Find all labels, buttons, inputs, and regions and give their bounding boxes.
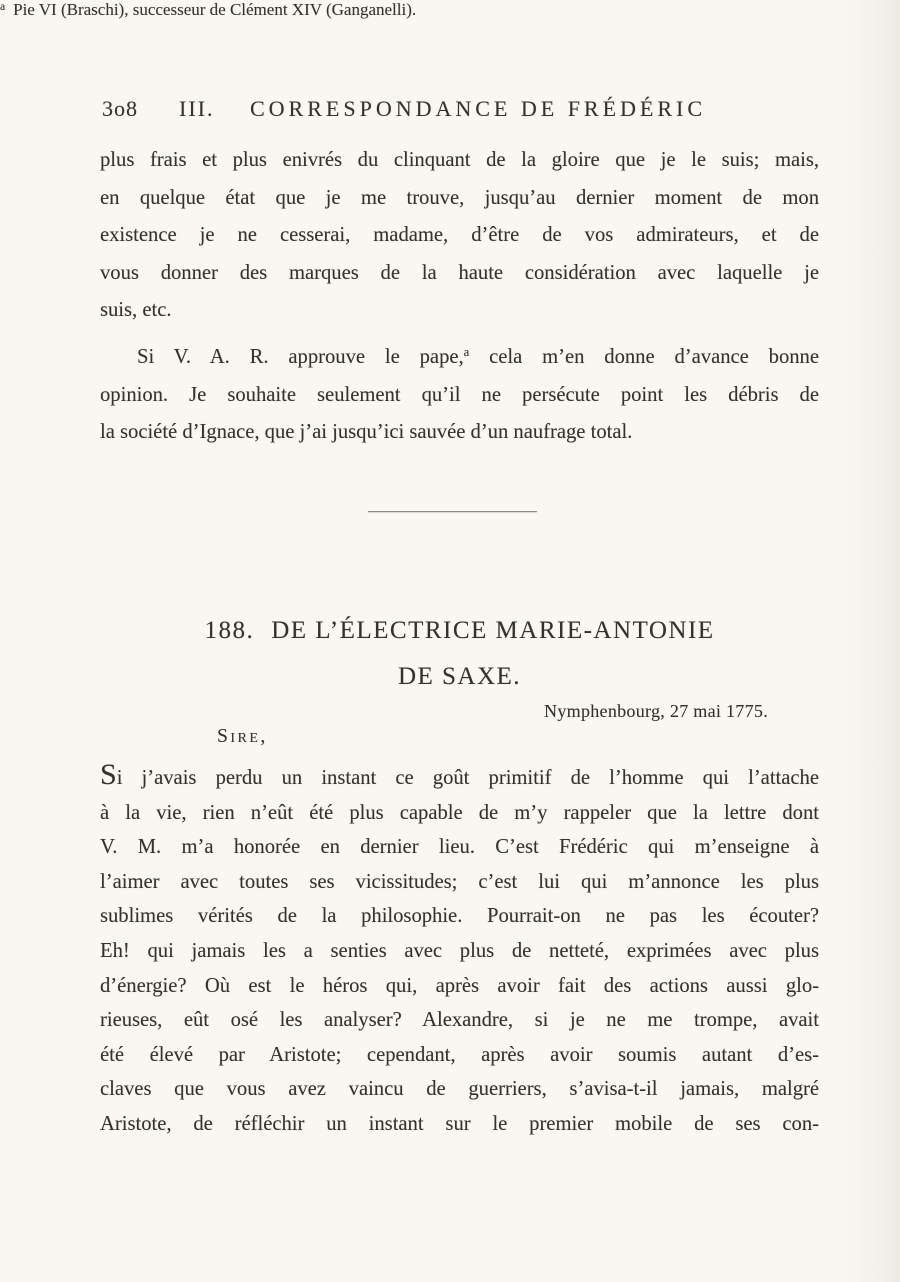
footnote-reference-mark: a	[463, 345, 470, 359]
letter-body	[100, 758, 819, 1142]
letter-heading	[100, 608, 819, 700]
text-line: rieuses, eût osé les analyser? Alexandre, si je ne me trompe, avait	[100, 1009, 819, 1032]
text-line: suis, etc.	[100, 299, 172, 322]
text-line: l’aimer avec toutes ses vicissitudes; c’est lui qui m’annonce les plus	[100, 870, 819, 893]
dateline: Nymphenbourg, 27 mai 1775.	[544, 701, 768, 721]
text-line: été élevé par Aristote; cependant, après avoir soumis autant d’es-	[100, 1043, 819, 1066]
text-line: en quelque état que je me trouve, jusqu’au dernier moment de mon	[100, 186, 819, 209]
paragraph-closing-letter	[100, 142, 819, 330]
paragraph-postscript	[100, 339, 819, 452]
letter-heading-sender: DE L’ÉLECTRICE MARIE-ANTONIE	[271, 617, 715, 644]
text-line: la société d’Ignace, que j’ai jusqu’ici sauvée d’un naufrage total.	[100, 421, 633, 444]
section-divider-rule	[368, 511, 537, 512]
text-line: à la vie, rien n’eût été plus capable de m’y rappeler que la lettre dont	[100, 801, 819, 824]
text-line: d’énergie? Où est le héros qui, après avoir fait des actions aussi glo-	[100, 974, 819, 997]
text-line: Aristote, de réfléchir un instant sur le premier mobile de ses con-	[100, 1112, 819, 1135]
letter-heading-line1	[100, 608, 819, 654]
text-line: plus frais et plus enivrés du clinquant de la gloire que je le suis; mais,	[100, 149, 819, 171]
salutation: Sire,	[217, 726, 268, 747]
text-line: existence je ne cesserai, madame, d’être de vos admirateurs, et de	[100, 224, 819, 247]
letter-number: 188.	[204, 617, 255, 644]
text-line: sublimes vérités de la philosophie. Pourrait-on ne pas les écouter?	[100, 905, 819, 928]
letter-heading-line2: DE SAXE.	[397, 663, 522, 690]
text-line: vous donner des marques de la haute considération avec laquelle je	[100, 261, 819, 284]
header-section-numeral: III.	[179, 96, 215, 121]
text-line: Si V. A. R. approuve le pape,$^a$ cela m’en donne d’avance bonne	[137, 345, 819, 368]
text-line: Eh! qui jamais les a senties avec plus de netteté, exprimées avec plus	[100, 939, 819, 962]
text-line: V. M. m’a honorée en dernier lieu. C’est Frédéric qui m’enseigne à	[100, 836, 819, 859]
page-number: 3o8	[102, 96, 138, 121]
header-title: CORRESPONDANCE DE FRÉDÉRIC	[250, 96, 707, 121]
running-header	[100, 96, 819, 126]
footnote-text: Pie VI (Braschi), successeur de Clément XIV (Ganganelli).	[13, 0, 417, 19]
initial-capital: S	[100, 758, 117, 791]
footnote-marker: a	[0, 1, 6, 13]
text-line: claves que vous avez vaincu de guerriers, s’avisa-t-il jamais, malgré	[100, 1078, 819, 1101]
footnote	[0, 0, 640, 20]
text-line: Si j’avais perdu un instant ce goût primitif de l’homme qui l’attache	[100, 758, 819, 791]
text-line: opinion. Je souhaite seulement qu’il ne persécute point les débris de	[100, 383, 819, 406]
